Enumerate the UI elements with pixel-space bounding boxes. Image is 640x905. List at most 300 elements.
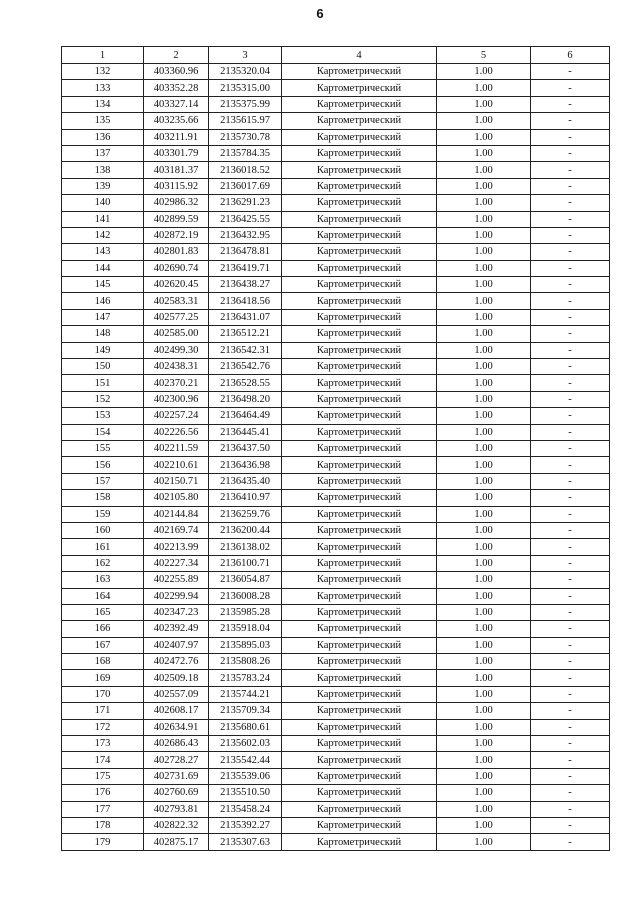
y-coordinate-cell: 2136419.71 xyxy=(209,260,282,276)
x-coordinate-cell: 403301.79 xyxy=(144,145,209,161)
y-coordinate-cell: 2135918.04 xyxy=(209,621,282,637)
y-coordinate-cell: 2136432.95 xyxy=(209,227,282,243)
table-row xyxy=(62,539,610,555)
note-cell: - xyxy=(531,342,610,358)
x-coordinate-cell: 402299.94 xyxy=(144,588,209,604)
point-number-cell: 134 xyxy=(62,96,144,112)
accuracy-cell: 1.00 xyxy=(437,80,531,96)
table-row xyxy=(62,440,610,456)
accuracy-cell: 1.00 xyxy=(437,768,531,784)
x-coordinate-cell: 402872.19 xyxy=(144,227,209,243)
table-row xyxy=(62,490,610,506)
note-cell: - xyxy=(531,408,610,424)
x-coordinate-cell: 402793.81 xyxy=(144,801,209,817)
x-coordinate-cell: 402347.23 xyxy=(144,604,209,620)
x-coordinate-cell: 402899.59 xyxy=(144,211,209,227)
x-coordinate-cell: 402370.21 xyxy=(144,375,209,391)
accuracy-cell: 1.00 xyxy=(437,375,531,391)
accuracy-cell: 1.00 xyxy=(437,359,531,375)
accuracy-cell: 1.00 xyxy=(437,539,531,555)
method-cell: Картометрический xyxy=(282,129,437,145)
method-cell: Картометрический xyxy=(282,260,437,276)
method-cell: Картометрический xyxy=(282,801,437,817)
y-coordinate-cell: 2135458.24 xyxy=(209,801,282,817)
table-row xyxy=(62,96,610,112)
method-cell: Картометрический xyxy=(282,359,437,375)
method-cell: Картометрический xyxy=(282,539,437,555)
x-coordinate-cell: 402875.17 xyxy=(144,834,209,850)
y-coordinate-cell: 2135783.24 xyxy=(209,670,282,686)
point-number-cell: 162 xyxy=(62,555,144,571)
point-number-cell: 159 xyxy=(62,506,144,522)
table-row xyxy=(62,686,610,702)
accuracy-cell: 1.00 xyxy=(437,178,531,194)
x-coordinate-cell: 402227.34 xyxy=(144,555,209,571)
point-number-cell: 142 xyxy=(62,227,144,243)
accuracy-cell: 1.00 xyxy=(437,834,531,850)
accuracy-cell: 1.00 xyxy=(437,293,531,309)
note-cell: - xyxy=(531,736,610,752)
point-number-cell: 144 xyxy=(62,260,144,276)
method-cell: Картометрический xyxy=(282,555,437,571)
note-cell: - xyxy=(531,260,610,276)
y-coordinate-cell: 2136436.98 xyxy=(209,457,282,473)
note-cell: - xyxy=(531,768,610,784)
point-number-cell: 153 xyxy=(62,408,144,424)
note-cell: - xyxy=(531,277,610,293)
note-cell: - xyxy=(531,440,610,456)
method-cell: Картометрический xyxy=(282,440,437,456)
point-number-cell: 147 xyxy=(62,309,144,325)
point-number-cell: 133 xyxy=(62,80,144,96)
method-cell: Картометрический xyxy=(282,244,437,260)
accuracy-cell: 1.00 xyxy=(437,64,531,80)
note-cell: - xyxy=(531,752,610,768)
note-cell: - xyxy=(531,211,610,227)
point-number-cell: 179 xyxy=(62,834,144,850)
accuracy-cell: 1.00 xyxy=(437,817,531,833)
note-cell: - xyxy=(531,80,610,96)
method-cell: Картометрический xyxy=(282,768,437,784)
point-number-cell: 175 xyxy=(62,768,144,784)
y-coordinate-cell: 2135744.21 xyxy=(209,686,282,702)
point-number-cell: 154 xyxy=(62,424,144,440)
point-number-cell: 146 xyxy=(62,293,144,309)
accuracy-cell: 1.00 xyxy=(437,342,531,358)
accuracy-cell: 1.00 xyxy=(437,686,531,702)
table-row xyxy=(62,64,610,80)
point-number-cell: 156 xyxy=(62,457,144,473)
y-coordinate-cell: 2136418.56 xyxy=(209,293,282,309)
accuracy-cell: 1.00 xyxy=(437,621,531,637)
note-cell: - xyxy=(531,391,610,407)
y-coordinate-cell: 2136542.31 xyxy=(209,342,282,358)
y-coordinate-cell: 2135985.28 xyxy=(209,604,282,620)
method-cell: Картометрический xyxy=(282,817,437,833)
table-row xyxy=(62,359,610,375)
accuracy-cell: 1.00 xyxy=(437,588,531,604)
accuracy-cell: 1.00 xyxy=(437,654,531,670)
x-coordinate-cell: 403115.92 xyxy=(144,178,209,194)
x-coordinate-cell: 402634.91 xyxy=(144,719,209,735)
y-coordinate-cell: 2136498.20 xyxy=(209,391,282,407)
table-row xyxy=(62,719,610,735)
table-row xyxy=(62,736,610,752)
table-row xyxy=(62,752,610,768)
page-number: 6 xyxy=(316,6,324,21)
point-number-cell: 171 xyxy=(62,703,144,719)
method-cell: Картометрический xyxy=(282,64,437,80)
x-coordinate-cell: 402728.27 xyxy=(144,752,209,768)
table-row xyxy=(62,457,610,473)
table-row xyxy=(62,277,610,293)
accuracy-cell: 1.00 xyxy=(437,162,531,178)
x-coordinate-cell: 402213.99 xyxy=(144,539,209,555)
point-number-cell: 161 xyxy=(62,539,144,555)
note-cell: - xyxy=(531,293,610,309)
y-coordinate-cell: 2135615.97 xyxy=(209,113,282,129)
y-coordinate-cell: 2136437.50 xyxy=(209,440,282,456)
y-coordinate-cell: 2136435.40 xyxy=(209,473,282,489)
table-row xyxy=(62,621,610,637)
note-cell: - xyxy=(531,359,610,375)
note-cell: - xyxy=(531,129,610,145)
note-cell: - xyxy=(531,195,610,211)
point-number-cell: 151 xyxy=(62,375,144,391)
table-row xyxy=(62,670,610,686)
table-row xyxy=(62,424,610,440)
point-number-cell: 135 xyxy=(62,113,144,129)
method-cell: Картометрический xyxy=(282,145,437,161)
table-row xyxy=(62,572,610,588)
x-coordinate-cell: 402986.32 xyxy=(144,195,209,211)
x-coordinate-cell: 402210.61 xyxy=(144,457,209,473)
accuracy-cell: 1.00 xyxy=(437,129,531,145)
accuracy-cell: 1.00 xyxy=(437,670,531,686)
y-coordinate-cell: 2135680.61 xyxy=(209,719,282,735)
accuracy-cell: 1.00 xyxy=(437,473,531,489)
note-cell: - xyxy=(531,375,610,391)
x-coordinate-cell: 402731.69 xyxy=(144,768,209,784)
table-row xyxy=(62,162,610,178)
y-coordinate-cell: 2136438.27 xyxy=(209,277,282,293)
method-cell: Картометрический xyxy=(282,506,437,522)
note-cell: - xyxy=(531,227,610,243)
note-cell: - xyxy=(531,834,610,850)
column-header-1: 1 xyxy=(62,47,144,64)
x-coordinate-cell: 402257.24 xyxy=(144,408,209,424)
note-cell: - xyxy=(531,654,610,670)
x-coordinate-cell: 402583.31 xyxy=(144,293,209,309)
x-coordinate-cell: 402150.71 xyxy=(144,473,209,489)
table-row xyxy=(62,113,610,129)
table-row xyxy=(62,391,610,407)
point-number-cell: 177 xyxy=(62,801,144,817)
point-number-cell: 149 xyxy=(62,342,144,358)
column-header-4: 4 xyxy=(282,47,437,64)
point-number-cell: 169 xyxy=(62,670,144,686)
y-coordinate-cell: 2136138.02 xyxy=(209,539,282,555)
accuracy-cell: 1.00 xyxy=(437,719,531,735)
y-coordinate-cell: 2135307.63 xyxy=(209,834,282,850)
x-coordinate-cell: 403360.96 xyxy=(144,64,209,80)
method-cell: Картометрический xyxy=(282,588,437,604)
x-coordinate-cell: 402144.84 xyxy=(144,506,209,522)
x-coordinate-cell: 403181.37 xyxy=(144,162,209,178)
table-row xyxy=(62,195,610,211)
note-cell: - xyxy=(531,162,610,178)
point-number-cell: 168 xyxy=(62,654,144,670)
x-coordinate-cell: 402392.49 xyxy=(144,621,209,637)
table-row xyxy=(62,145,610,161)
note-cell: - xyxy=(531,96,610,112)
accuracy-cell: 1.00 xyxy=(437,440,531,456)
x-coordinate-cell: 402608.17 xyxy=(144,703,209,719)
x-coordinate-cell: 403352.28 xyxy=(144,80,209,96)
x-coordinate-cell: 403327.14 xyxy=(144,96,209,112)
column-header-3: 3 xyxy=(209,47,282,64)
table-row xyxy=(62,588,610,604)
method-cell: Картометрический xyxy=(282,424,437,440)
point-number-cell: 148 xyxy=(62,326,144,342)
table-row xyxy=(62,178,610,194)
table-row xyxy=(62,834,610,850)
note-cell: - xyxy=(531,637,610,653)
accuracy-cell: 1.00 xyxy=(437,277,531,293)
table-row xyxy=(62,293,610,309)
y-coordinate-cell: 2135895.03 xyxy=(209,637,282,653)
method-cell: Картометрический xyxy=(282,195,437,211)
y-coordinate-cell: 2136200.44 xyxy=(209,522,282,538)
accuracy-cell: 1.00 xyxy=(437,309,531,325)
y-coordinate-cell: 2136291.23 xyxy=(209,195,282,211)
accuracy-cell: 1.00 xyxy=(437,211,531,227)
x-coordinate-cell: 402472.76 xyxy=(144,654,209,670)
point-number-cell: 138 xyxy=(62,162,144,178)
point-number-cell: 164 xyxy=(62,588,144,604)
y-coordinate-cell: 2136528.55 xyxy=(209,375,282,391)
method-cell: Картометрический xyxy=(282,277,437,293)
method-cell: Картометрический xyxy=(282,604,437,620)
table-row xyxy=(62,244,610,260)
x-coordinate-cell: 402760.69 xyxy=(144,785,209,801)
point-number-cell: 145 xyxy=(62,277,144,293)
method-cell: Картометрический xyxy=(282,178,437,194)
method-cell: Картометрический xyxy=(282,785,437,801)
note-cell: - xyxy=(531,817,610,833)
note-cell: - xyxy=(531,604,610,620)
y-coordinate-cell: 2136100.71 xyxy=(209,555,282,571)
point-number-cell: 158 xyxy=(62,490,144,506)
method-cell: Картометрический xyxy=(282,293,437,309)
method-cell: Картометрический xyxy=(282,473,437,489)
point-number-cell: 166 xyxy=(62,621,144,637)
x-coordinate-cell: 402300.96 xyxy=(144,391,209,407)
y-coordinate-cell: 2136425.55 xyxy=(209,211,282,227)
note-cell: - xyxy=(531,719,610,735)
y-coordinate-cell: 2136478.81 xyxy=(209,244,282,260)
method-cell: Картометрический xyxy=(282,457,437,473)
accuracy-cell: 1.00 xyxy=(437,555,531,571)
point-number-cell: 152 xyxy=(62,391,144,407)
point-number-cell: 160 xyxy=(62,522,144,538)
note-cell: - xyxy=(531,309,610,325)
y-coordinate-cell: 2135542.44 xyxy=(209,752,282,768)
y-coordinate-cell: 2135315.00 xyxy=(209,80,282,96)
x-coordinate-cell: 402255.89 xyxy=(144,572,209,588)
table-row xyxy=(62,522,610,538)
point-number-cell: 176 xyxy=(62,785,144,801)
method-cell: Картометрический xyxy=(282,391,437,407)
point-number-cell: 150 xyxy=(62,359,144,375)
point-number-cell: 132 xyxy=(62,64,144,80)
accuracy-cell: 1.00 xyxy=(437,785,531,801)
method-cell: Картометрический xyxy=(282,326,437,342)
x-coordinate-cell: 402438.31 xyxy=(144,359,209,375)
accuracy-cell: 1.00 xyxy=(437,752,531,768)
table-row xyxy=(62,555,610,571)
note-cell: - xyxy=(531,457,610,473)
x-coordinate-cell: 402509.18 xyxy=(144,670,209,686)
y-coordinate-cell: 2135539.06 xyxy=(209,768,282,784)
note-cell: - xyxy=(531,145,610,161)
accuracy-cell: 1.00 xyxy=(437,572,531,588)
note-cell: - xyxy=(531,670,610,686)
table-row xyxy=(62,604,610,620)
y-coordinate-cell: 2136512.21 xyxy=(209,326,282,342)
x-coordinate-cell: 402105.80 xyxy=(144,490,209,506)
point-number-cell: 174 xyxy=(62,752,144,768)
x-coordinate-cell: 402211.59 xyxy=(144,440,209,456)
accuracy-cell: 1.00 xyxy=(437,703,531,719)
x-coordinate-cell: 402499.30 xyxy=(144,342,209,358)
y-coordinate-cell: 2135375.99 xyxy=(209,96,282,112)
accuracy-cell: 1.00 xyxy=(437,490,531,506)
x-coordinate-cell: 402686.43 xyxy=(144,736,209,752)
method-cell: Картометрический xyxy=(282,490,437,506)
point-number-cell: 137 xyxy=(62,145,144,161)
point-number-cell: 165 xyxy=(62,604,144,620)
method-cell: Картометрический xyxy=(282,719,437,735)
table-row xyxy=(62,342,610,358)
point-number-cell: 157 xyxy=(62,473,144,489)
x-coordinate-cell: 402690.74 xyxy=(144,260,209,276)
method-cell: Картометрический xyxy=(282,703,437,719)
method-cell: Картометрический xyxy=(282,408,437,424)
accuracy-cell: 1.00 xyxy=(437,195,531,211)
accuracy-cell: 1.00 xyxy=(437,604,531,620)
method-cell: Картометрический xyxy=(282,736,437,752)
method-cell: Картометрический xyxy=(282,211,437,227)
note-cell: - xyxy=(531,522,610,538)
note-cell: - xyxy=(531,424,610,440)
y-coordinate-cell: 2135510.50 xyxy=(209,785,282,801)
table-row xyxy=(62,408,610,424)
y-coordinate-cell: 2136542.76 xyxy=(209,359,282,375)
method-cell: Картометрический xyxy=(282,162,437,178)
note-cell: - xyxy=(531,178,610,194)
x-coordinate-cell: 402169.74 xyxy=(144,522,209,538)
method-cell: Картометрический xyxy=(282,670,437,686)
y-coordinate-cell: 2136008.28 xyxy=(209,588,282,604)
table-row xyxy=(62,801,610,817)
y-coordinate-cell: 2136445.41 xyxy=(209,424,282,440)
method-cell: Картометрический xyxy=(282,96,437,112)
accuracy-cell: 1.00 xyxy=(437,244,531,260)
method-cell: Картометрический xyxy=(282,113,437,129)
point-number-cell: 155 xyxy=(62,440,144,456)
method-cell: Картометрический xyxy=(282,80,437,96)
table-row xyxy=(62,309,610,325)
point-number-cell: 139 xyxy=(62,178,144,194)
table-row xyxy=(62,326,610,342)
table-row xyxy=(62,211,610,227)
y-coordinate-cell: 2136054.87 xyxy=(209,572,282,588)
table-row xyxy=(62,375,610,391)
table-row xyxy=(62,768,610,784)
table-row xyxy=(62,817,610,833)
point-number-cell: 136 xyxy=(62,129,144,145)
y-coordinate-cell: 2136018.52 xyxy=(209,162,282,178)
method-cell: Картометрический xyxy=(282,621,437,637)
note-cell: - xyxy=(531,588,610,604)
y-coordinate-cell: 2135320.04 xyxy=(209,64,282,80)
point-number-cell: 170 xyxy=(62,686,144,702)
accuracy-cell: 1.00 xyxy=(437,736,531,752)
y-coordinate-cell: 2135709.34 xyxy=(209,703,282,719)
y-coordinate-cell: 2135808.26 xyxy=(209,654,282,670)
point-number-cell: 173 xyxy=(62,736,144,752)
accuracy-cell: 1.00 xyxy=(437,391,531,407)
note-cell: - xyxy=(531,506,610,522)
note-cell: - xyxy=(531,801,610,817)
method-cell: Картометрический xyxy=(282,309,437,325)
method-cell: Картометрический xyxy=(282,572,437,588)
point-number-cell: 167 xyxy=(62,637,144,653)
y-coordinate-cell: 2136410.97 xyxy=(209,490,282,506)
method-cell: Картометрический xyxy=(282,686,437,702)
x-coordinate-cell: 403235.66 xyxy=(144,113,209,129)
accuracy-cell: 1.00 xyxy=(437,96,531,112)
column-header-6: 6 xyxy=(531,47,610,64)
accuracy-cell: 1.00 xyxy=(437,801,531,817)
accuracy-cell: 1.00 xyxy=(437,457,531,473)
column-header-2: 2 xyxy=(144,47,209,64)
x-coordinate-cell: 402620.45 xyxy=(144,277,209,293)
method-cell: Картометрический xyxy=(282,654,437,670)
x-coordinate-cell: 402585.00 xyxy=(144,326,209,342)
table-row xyxy=(62,637,610,653)
note-cell: - xyxy=(531,621,610,637)
y-coordinate-cell: 2136431.07 xyxy=(209,309,282,325)
note-cell: - xyxy=(531,785,610,801)
y-coordinate-cell: 2136259.76 xyxy=(209,506,282,522)
y-coordinate-cell: 2135602.03 xyxy=(209,736,282,752)
x-coordinate-cell: 402577.25 xyxy=(144,309,209,325)
point-number-cell: 140 xyxy=(62,195,144,211)
y-coordinate-cell: 2136464.49 xyxy=(209,408,282,424)
table-body xyxy=(62,64,610,851)
note-cell: - xyxy=(531,572,610,588)
accuracy-cell: 1.00 xyxy=(437,424,531,440)
table-row xyxy=(62,506,610,522)
note-cell: - xyxy=(531,539,610,555)
method-cell: Картометрический xyxy=(282,834,437,850)
note-cell: - xyxy=(531,326,610,342)
column-header-5: 5 xyxy=(437,47,531,64)
table-row xyxy=(62,785,610,801)
note-cell: - xyxy=(531,473,610,489)
